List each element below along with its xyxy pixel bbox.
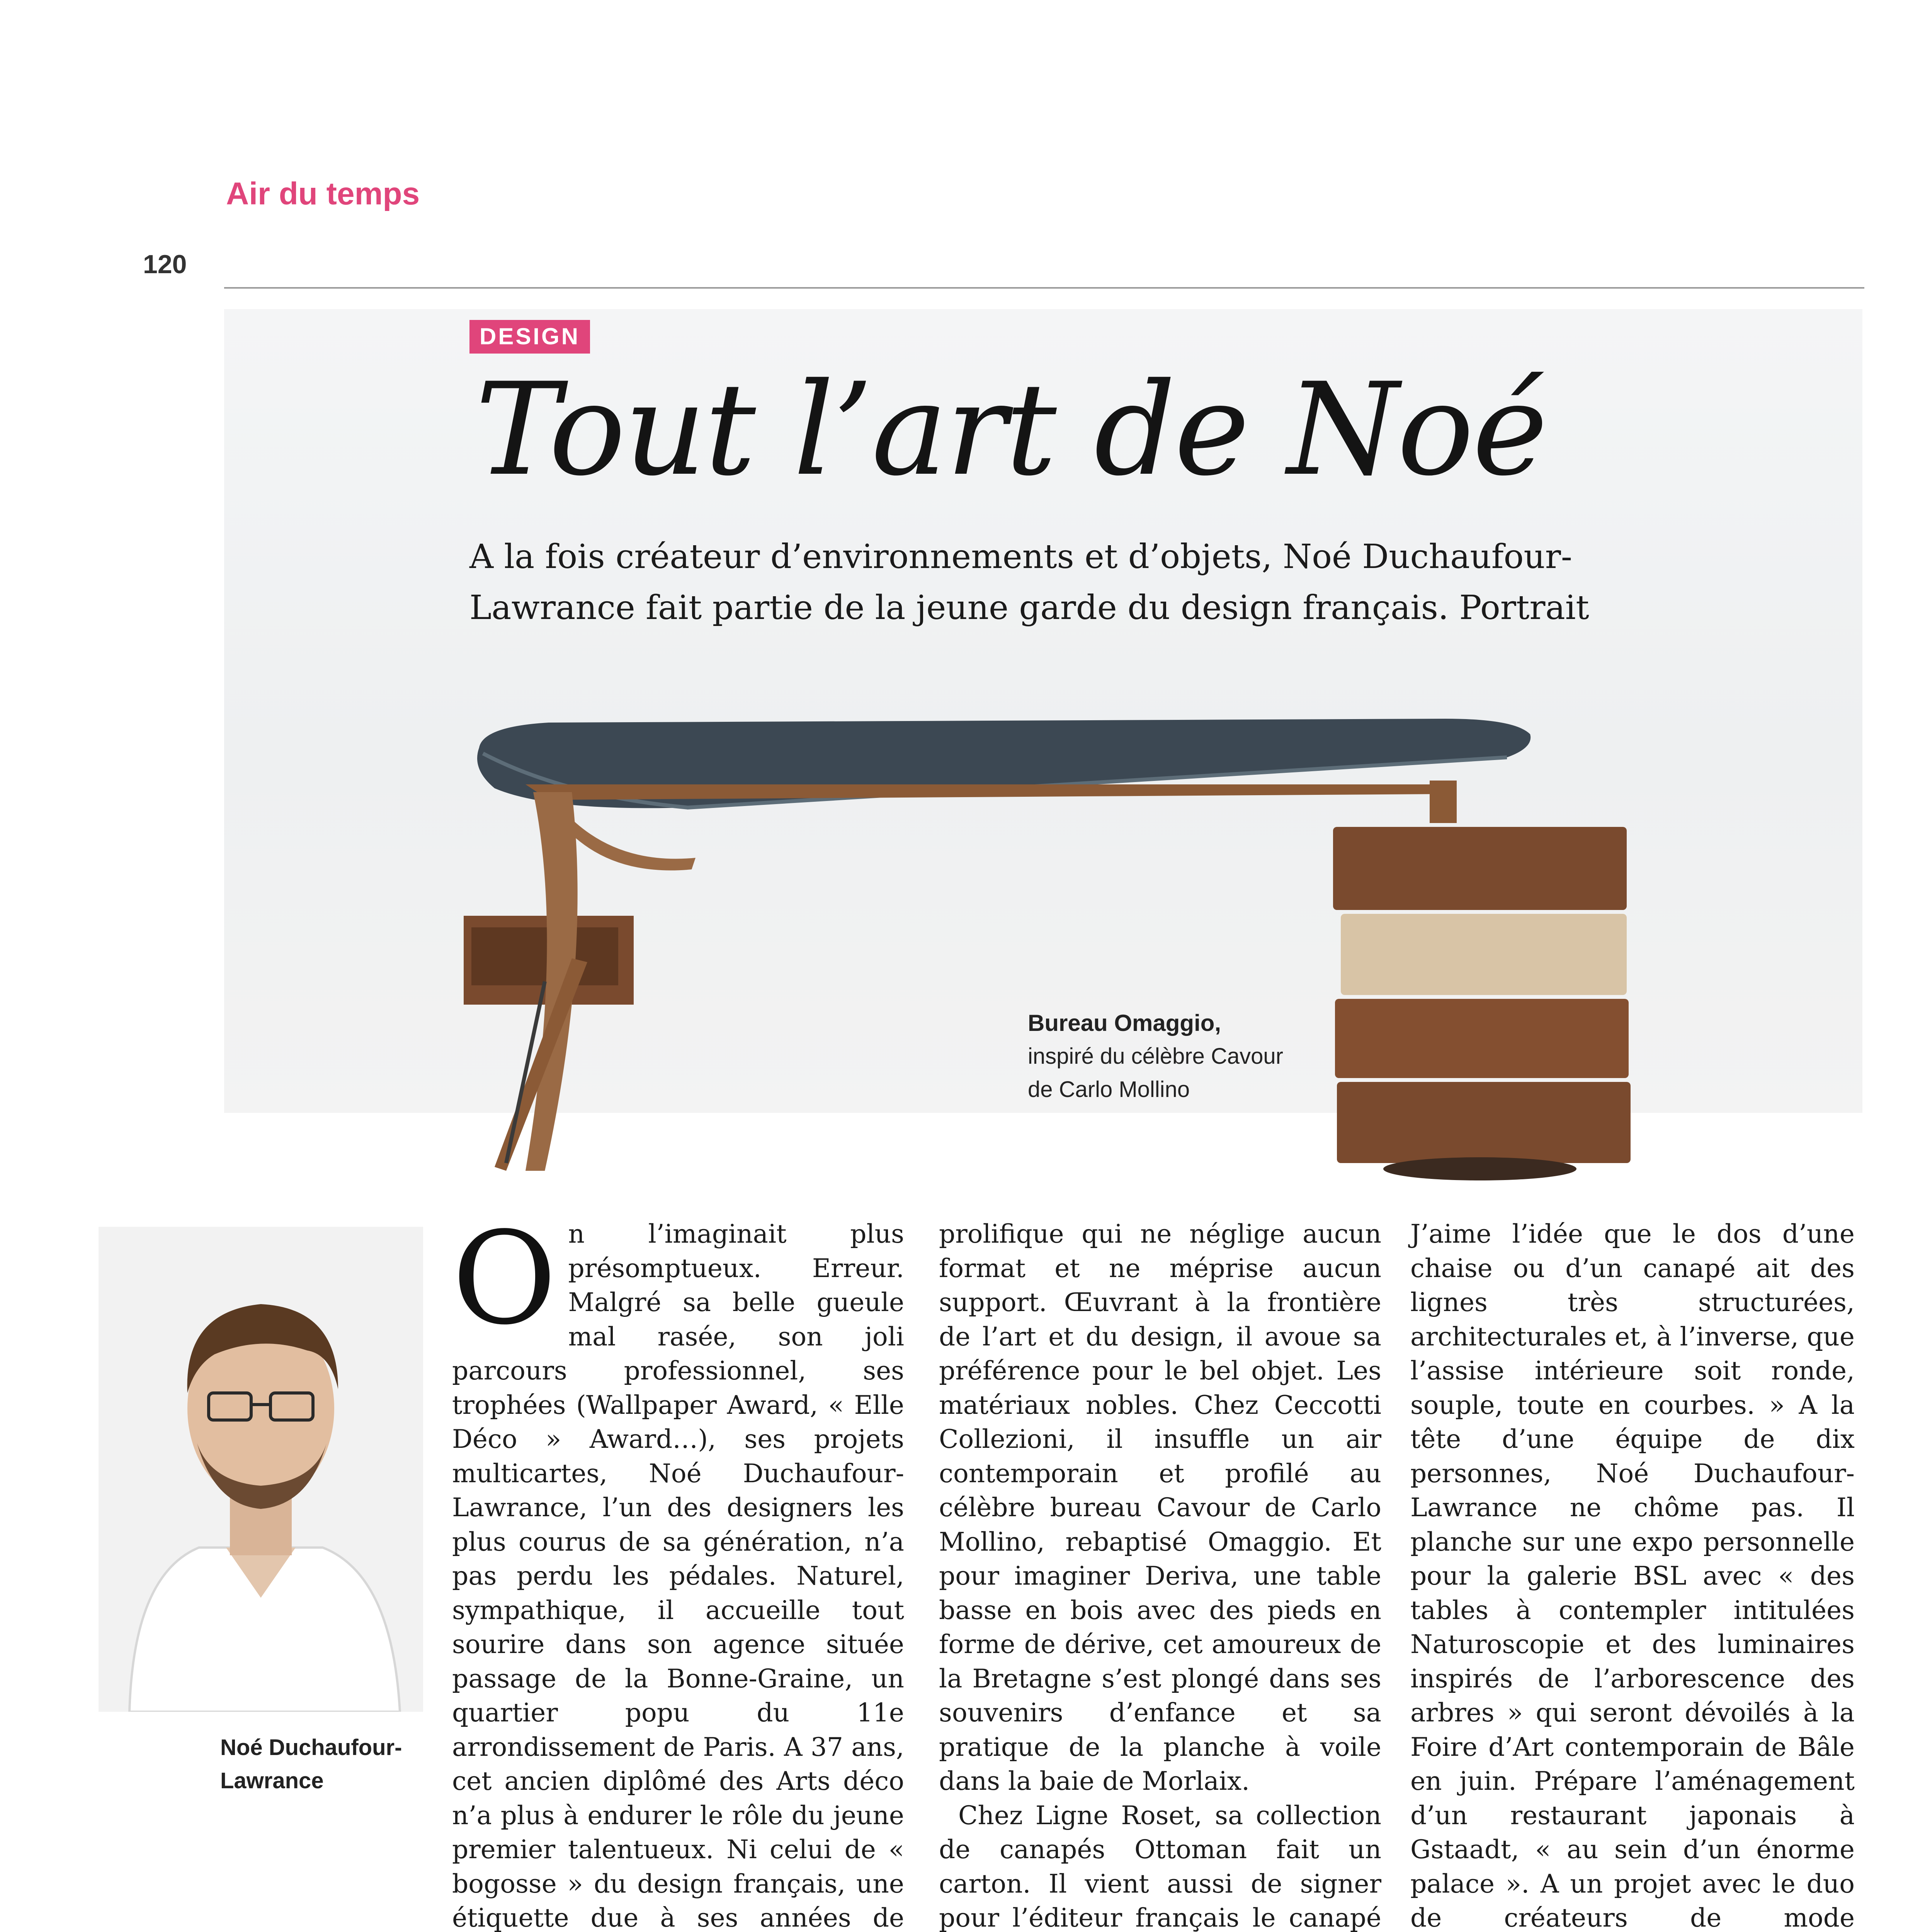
article-title: Tout l’art de Noé: [475, 355, 1546, 504]
column-3-paragraph: J’aime l’idée que le dos d’une chaise ou d’un canapé ait des lignes très structurées, architecturales et, à l’inverse, que l’assise intérieure soit ronde, souple, toute en courbes. » A la tête d’une équipe de dix personnes, Noé Duchaufour-Lawrance ne chôme pas. Il planche sur une expo personnelle pour la galerie BSL avec « des tables à contempler intitulées Naturoscopie et des luminaires inspirés de l’arborescence des arbres » qui seront dévoilés à la Foire d’Art contemporain de Bâle en juin. Prépare l’aménagement d’un restaurant japonais à Gstaadt, « au sein d’un énorme palace ». A un projet avec le duo de créateurs de mode: [1410, 1219, 1855, 1932]
article-column-2: [939, 1217, 1381, 1932]
article-lead: A la fois créateur d’environnements et d’objets, Noé Duchaufour-Lawrance fait partie de la jeune garde du design français. Portrait: [469, 537, 1589, 627]
column-2-paragraph-1: prolifique qui ne néglige aucun format et ne méprise aucun support. Œuvrant à la frontière de l’art et du design, il avoue sa préférence pour le bel objet. Les matériaux nobles. Chez Ceccotti Collezioni, il insuffle un air contemporain et profilé au célèbre bureau Cavour de Carlo Mollino, rebaptisé Omaggio. Et pour imaginer Deriva, une table basse en bois avec des pieds en forme de dérive, cet amoureux de la Bretagne s’est plongé dans ses souvenirs d’enfance et sa pratique de la planche à voile dans la baie de Morlaix.: [939, 1219, 1381, 1796]
header-rule: [224, 287, 1864, 289]
article-column-1: [452, 1204, 904, 1932]
portrait-caption-line-1: Noé Duchaufour-: [220, 1735, 402, 1760]
page-number: 120: [143, 250, 187, 279]
desk-caption-title: Bureau Omaggio,: [1028, 1010, 1221, 1036]
desk-caption-line-1: inspiré du célèbre Cavour: [1028, 1044, 1283, 1069]
section-title: Air du temps: [226, 176, 420, 211]
category-tag: DESIGN: [469, 320, 590, 354]
portrait-caption: [220, 1731, 421, 1798]
portrait-photo: [99, 1227, 423, 1712]
desk-photo: [448, 711, 1839, 1182]
article-column-3: [1410, 1217, 1855, 1932]
drop-cap: O: [452, 1204, 557, 1353]
desk-caption-line-2: de Carlo Mollino: [1028, 1077, 1190, 1102]
desk-caption: [1028, 1007, 1283, 1106]
portrait-caption-line-2: Lawrance: [220, 1768, 324, 1793]
column-1-paragraph: n l’imaginait plus présomptueux. Erreur. Malgré sa belle gueule mal rasée, son joli parcours professionnel, ses trophées (Wallpaper Award, « Elle Déco » Award…), ses projets multicartes, Noé Duchaufour-Lawrance, l’un des designers les plus courus de sa génération, n’a pas perdu les pédales. Naturel, sympathique, il accueille tout sourire dans son agence située passage de la Bonne-Graine, un quartier popu du 11e arrondissement de Paris. A 37 ans, cet ancien diplômé des Arts déco n’a plus à endurer le rôle du jeune premier talentueux. Ni celui de « bogosse » du design français, une étiquette due à ses années de: [452, 1219, 904, 1932]
column-2-paragraph-2: Chez Ligne Roset, sa collection de canapés Ottoman fait un carton. Il vient aussi de signer pour l’éditeur français le canapé: [939, 1800, 1381, 1932]
